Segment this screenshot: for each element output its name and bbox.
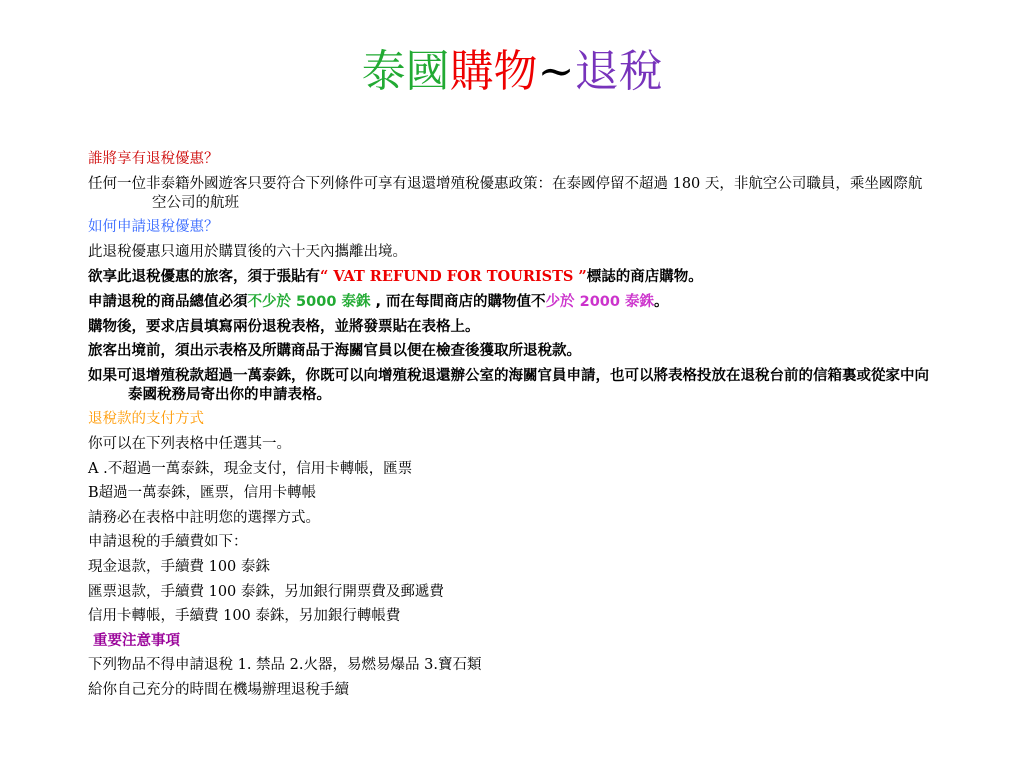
sticker-requirement (88, 267, 933, 287)
option-b-text: B超過一萬泰銖，匯票，信用卡轉帳 (88, 485, 317, 502)
title-tilde: ~ (537, 46, 575, 97)
fee-card-text: 信用卡轉帳，手續費 100 泰銖，另加銀行轉帳費 (88, 608, 401, 625)
excluded-items-text: 下列物品不得申請退稅 1. 禁品 2.火器，易燃易爆品 3.寶石類 (88, 657, 482, 674)
content-body (88, 150, 933, 705)
eligibility-text: 任何一位非泰籍外國遊客只要符合下列條件可享有退還增殖稅優惠政策：在泰國停留不超過 180 天，非航空公司職員，乘坐國際航空公司的航班 (88, 175, 923, 211)
title-shopping: 購物 (449, 46, 538, 97)
minimum-text-mid: , 而在每間商店的購物值不 (370, 293, 546, 310)
option-a-text: A .不超過一萬泰銖，現金支付，信用卡轉帳，匯票 (88, 460, 413, 477)
sticker-text-post: 標誌的商店購物。 (586, 269, 703, 286)
sticker-text-pre: 欲享此退稅優惠的旅客，須于張貼有 (88, 269, 320, 286)
minimum-text-post: 。 (654, 293, 669, 310)
choose-option-text: 你可以在下列表格中任選其一。 (88, 435, 291, 452)
title-tax-refund: 退稅 (574, 46, 663, 97)
after-purchase-instruction: 購物後，要求店員填寫兩份退稅表格，並將發票貼在表格上。 (88, 318, 480, 335)
page-title (0, 46, 1024, 99)
validity-text: 此退稅優惠只適用於購買後的六十天內攜離出境。 (88, 243, 407, 260)
fee-cash-text: 現金退款，手續費 100 泰銖 (88, 558, 270, 575)
heading-who-eligible: 誰將享有退稅優惠？ (88, 151, 219, 167)
heading-how-to-apply: 如何申請退稅優惠？ (88, 219, 219, 236)
minimum-per-store-amount: 少於 2000 泰銖 (545, 293, 655, 310)
minimum-text-pre: 申請退稅的商品總值必須 (88, 293, 248, 310)
over-limit-instruction: 如果可退增殖稅款超過一萬泰銖，你既可以向增殖稅退還辦公室的海關官員申請，也可以將表格投放在退稅台前的信箱裏或從家中向泰國稅務局寄出你的申請表格。 (88, 367, 929, 403)
minimum-total-amount: 不少於 5000 泰銖 (247, 293, 371, 310)
fee-draft-text: 匯票退款，手續費 100 泰銖，另加銀行開票費及郵遞費 (88, 583, 444, 600)
title-thailand: 泰國 (361, 46, 450, 97)
allow-time-text: 給你自己充分的時間在機場辦理退稅手續 (88, 681, 349, 698)
heading-important-notes: 重要注意事項 (88, 632, 181, 649)
departure-instruction: 旅客出境前，須出示表格及所購商品于海關官員以便在檢查後獲取所退稅款。 (88, 343, 581, 360)
fee-intro-text: 申請退稅的手續費如下： (88, 534, 248, 551)
note-choice-text: 請務必在表格中註明您的選擇方式。 (88, 509, 320, 526)
vat-refund-sign-text: “ VAT REFUND FOR TOURISTS ” (320, 268, 587, 286)
minimum-amount-requirement (88, 293, 933, 312)
heading-payment-methods: 退稅款的支付方式 (88, 411, 204, 428)
